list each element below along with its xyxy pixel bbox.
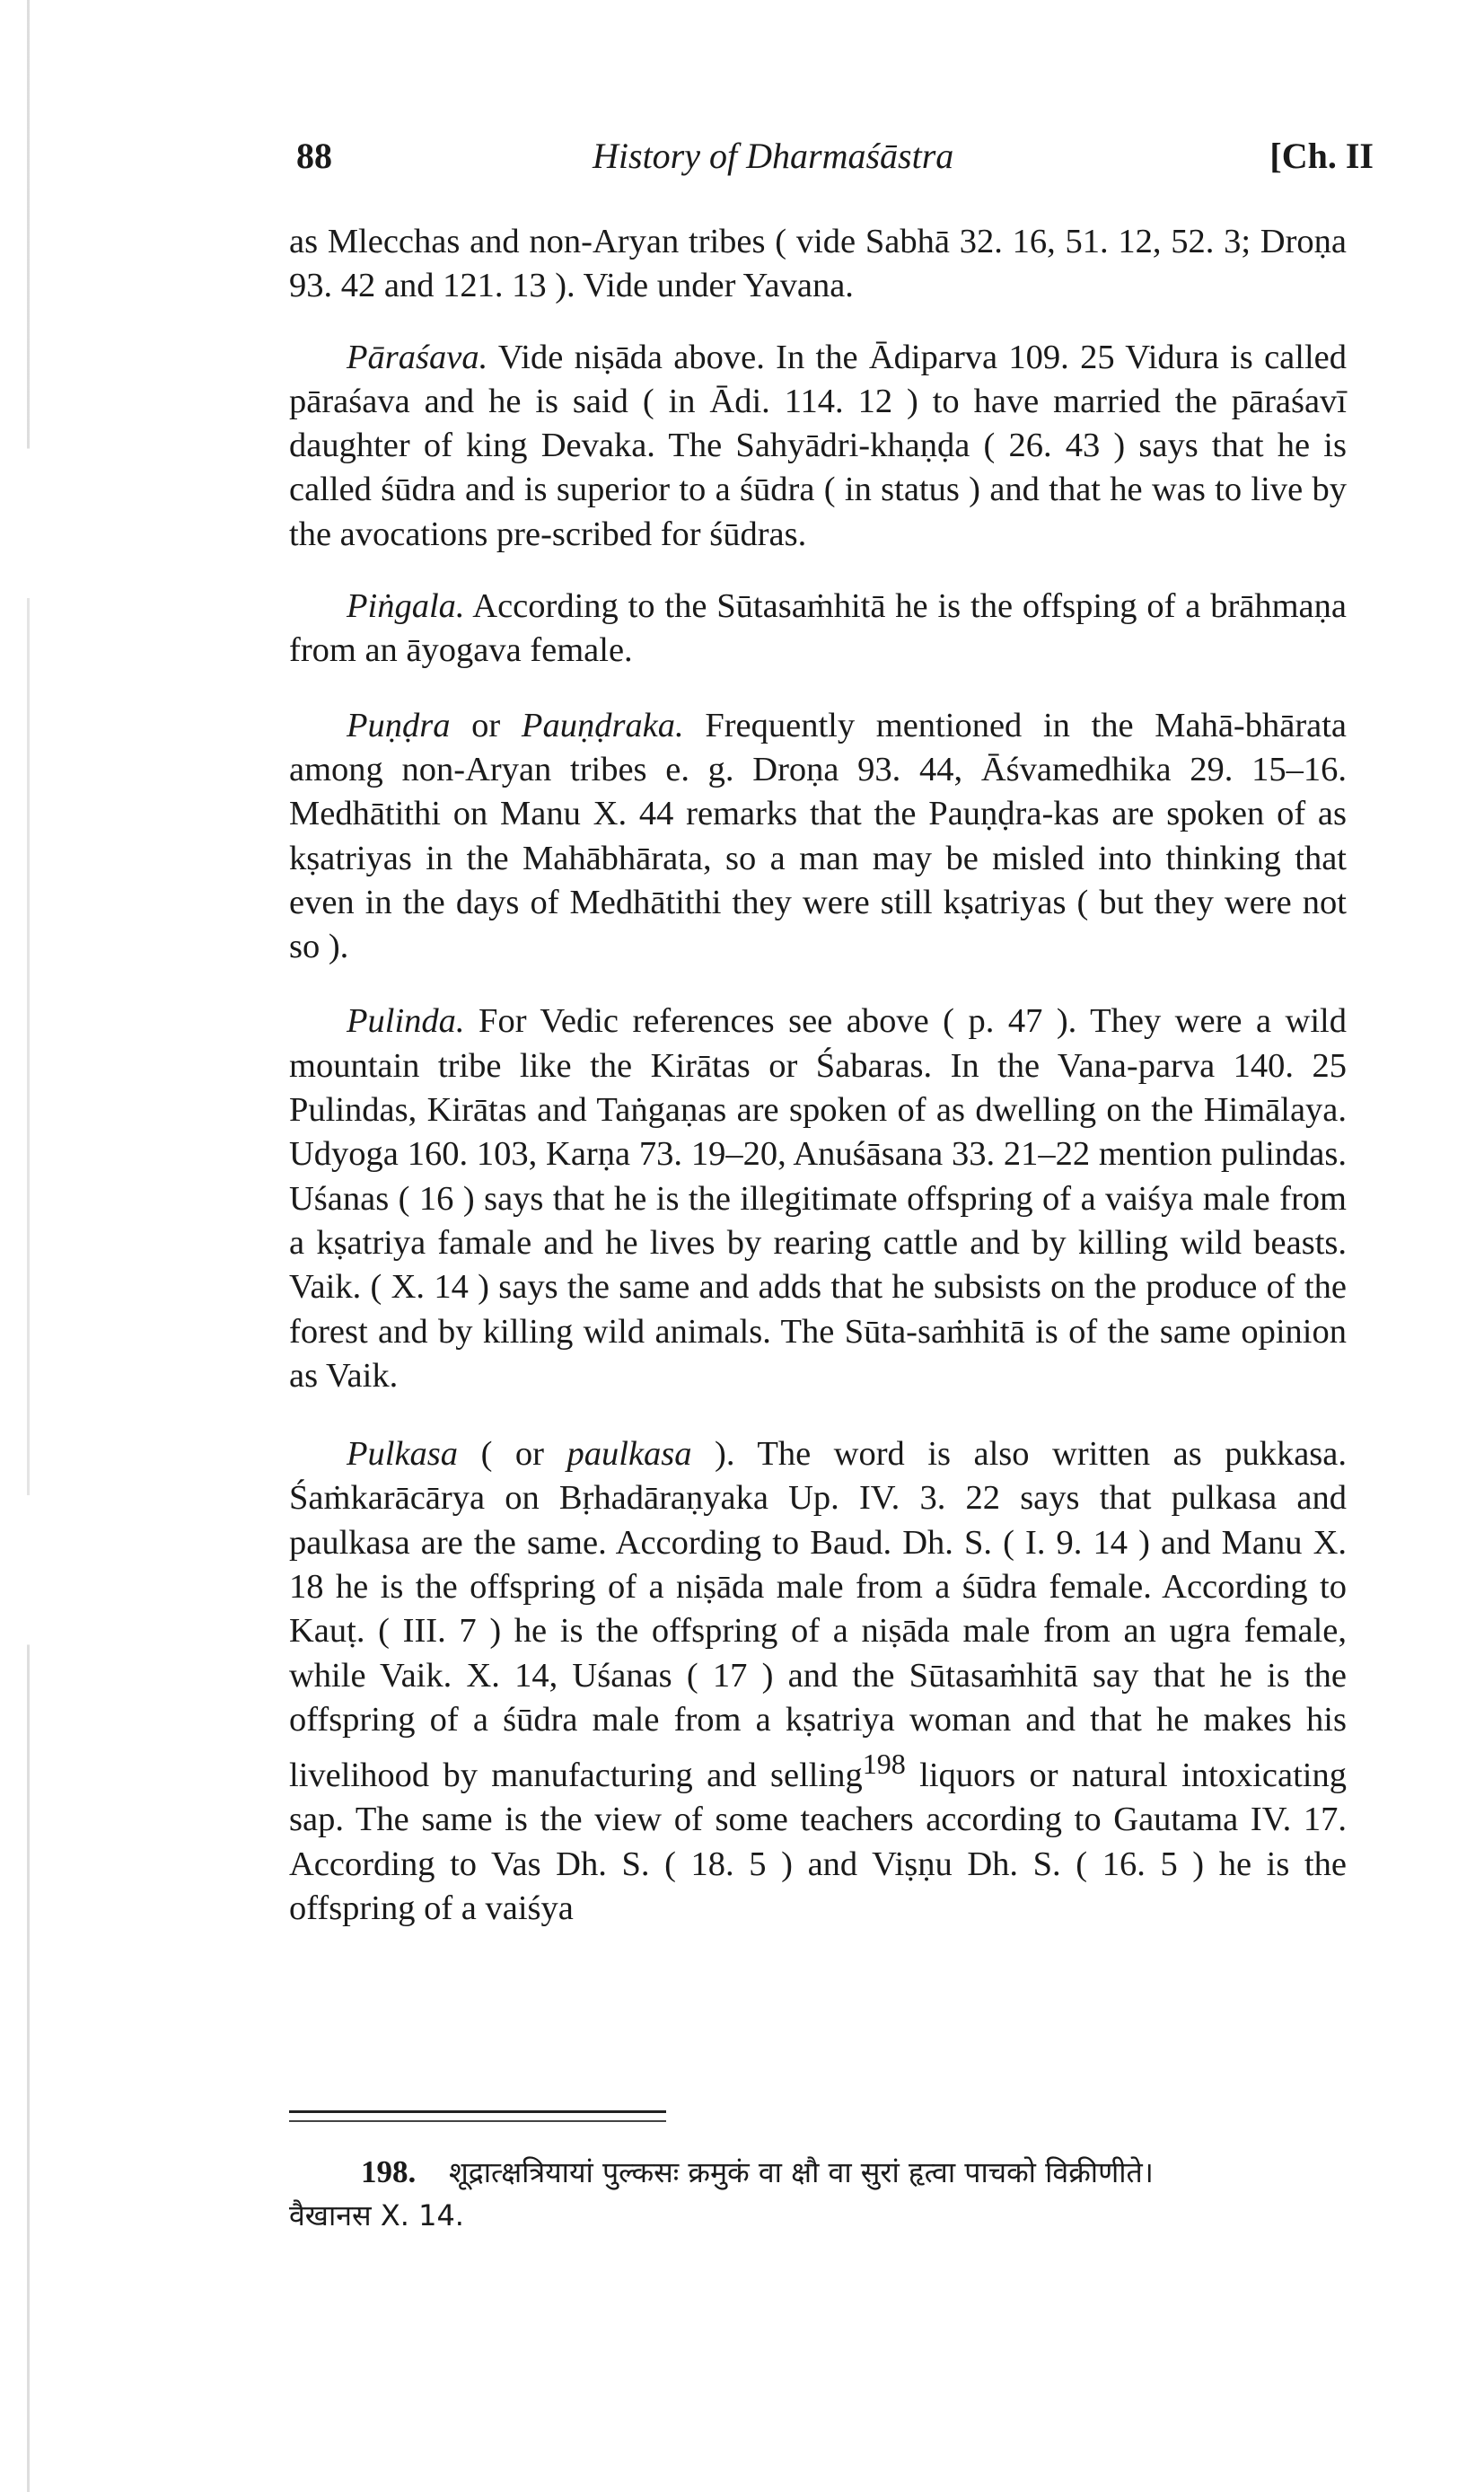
paragraph-text: According to the Sūtasaṁhitā he is the offsping of a brāhmaṇa from an āyogava female. xyxy=(289,587,1347,670)
paragraph-parasava xyxy=(289,336,1347,557)
page-header xyxy=(296,135,1374,189)
footnote-source: वैखानस X. 14. xyxy=(289,2198,464,2232)
footnote-number: 198. xyxy=(361,2154,417,2189)
paragraph-text: Vide niṣāda above. In the Ādiparva 109. 25 Vidura is called pāraśava and he is said ( in Ādi. 114. 12 ) to have married the pāraśavī daughter of king Devaka. The Sahyādri-khaṇḍa ( 26. 43 ) says that he is called śūdra and is superior to a śūdra ( in status ) and that he was to live by the avocations pre-scribed for śūdras. xyxy=(289,338,1347,553)
paragraph-text: as Mlecchas and non-Aryan tribes ( vide Sabhā 32. 16, 51. 12, 52. 3; Droṇa 93. 42 and 121. 13 ). Vide under Yavana. xyxy=(289,223,1347,305)
entry-term: Pāraśava. xyxy=(347,338,488,376)
paragraph-text: Frequently mentioned in the Mahā-bhārata among non-Aryan tribes e. g. Droṇa 93. 44, Āśvamedhika 29. 15–16. Medhātithi on Manu X. 44 remarks that the Pauṇḍra-kas are spoken of as kṣatriyas in the Mahābhārata, so a man may be misled into thinking that even in the days of Medhātithi they were still kṣatriyas ( but they were not so ). xyxy=(289,706,1348,966)
body-text xyxy=(289,220,1347,1931)
footnote-text: शूद्रात्क्षत्रियायां पुल्कसः क्रमुकं वा क्षौ वा सुरां हृत्वा पाचको विक्रीणीते। xyxy=(449,2155,1154,2189)
scan-margin-rule xyxy=(27,0,30,2492)
entry-term: Pulinda. xyxy=(347,1002,465,1041)
entry-term-alt: paulkasa xyxy=(566,1435,692,1474)
paragraph-pulinda xyxy=(289,999,1347,1398)
entry-term: Pulkasa xyxy=(347,1435,459,1474)
entry-term-alt: Pauṇḍraka. xyxy=(521,706,684,744)
footnote-divider xyxy=(289,2110,666,2122)
entry-connector: or xyxy=(471,706,501,744)
paragraph-mlecchas xyxy=(289,220,1347,309)
paragraph-text: For Vedic references see above ( p. 47 ). They were a wild mountain tribe like the Kirātas or Śabaras. In the Vana-parva 140. 25 Pulindas, Kirātas and Taṅgaṇas are spoken of as dwelling on the Himālaya. Udyoga 160. 103, Karṇa 73. 19–20, Anuśāsana 33. 21–22 mention pulindas. Uśanas ( 16 ) says that he is the illegitimate offspring of a vaiśya male from a kṣatriya famale and he lives by rearing cattle and by killing wild beasts. Vaik. ( X. 14 ) says the same and adds that he subsists on the produce of the forest and by killing wild animals. The Sūta-saṁhitā is of the same opinion as Vaik. xyxy=(289,1002,1347,1395)
footnote-ref[interactable]: 198 xyxy=(862,1748,906,1781)
entry-connector: ( or xyxy=(480,1435,544,1474)
paragraph-pundra xyxy=(289,704,1347,970)
running-title: History of Dharmaśāstra xyxy=(593,136,954,176)
page-number: 88 xyxy=(296,136,332,176)
paragraph-text: ). The word is also written as pukkasa. Śaṁkarācārya on Bṛhadāraṇyaka Up. IV. 3. 22 says that pulkasa and paulkasa are the same. According to Baud. Dh. S. ( I. 9. 14 ) and Manu X. 18 he is the offspring of a niṣāda male from a śūdra female. According to Kauṭ. ( III. 7 ) he is the offspring of a niṣāda male from an ugra female, while Vaik. X. 14, Uśanas ( 17 ) and the Sūtasaṁhitā say that he is the offspring of a śūdra male from a kṣatriya woman and that he makes his livelihood by manufacturing and selling xyxy=(289,1435,1347,1795)
entry-term: Piṅgala. xyxy=(347,587,465,626)
paragraph-pingala xyxy=(289,585,1347,674)
entry-term: Puṇḍra xyxy=(347,706,451,744)
paragraph-text-tail: liquors or natural intoxicating sap. The same is the view of some teachers according to Gautama IV. 17. According to Vas Dh. S. ( 18. 5 ) and Viṣṇu Dh. S. ( 16. 5 ) he is the offspring of a vaiśya xyxy=(289,1757,1347,1927)
footnote xyxy=(289,2151,1347,2237)
chapter-label: [Ch. II xyxy=(1269,136,1374,176)
paragraph-pulkasa xyxy=(289,1432,1347,1931)
